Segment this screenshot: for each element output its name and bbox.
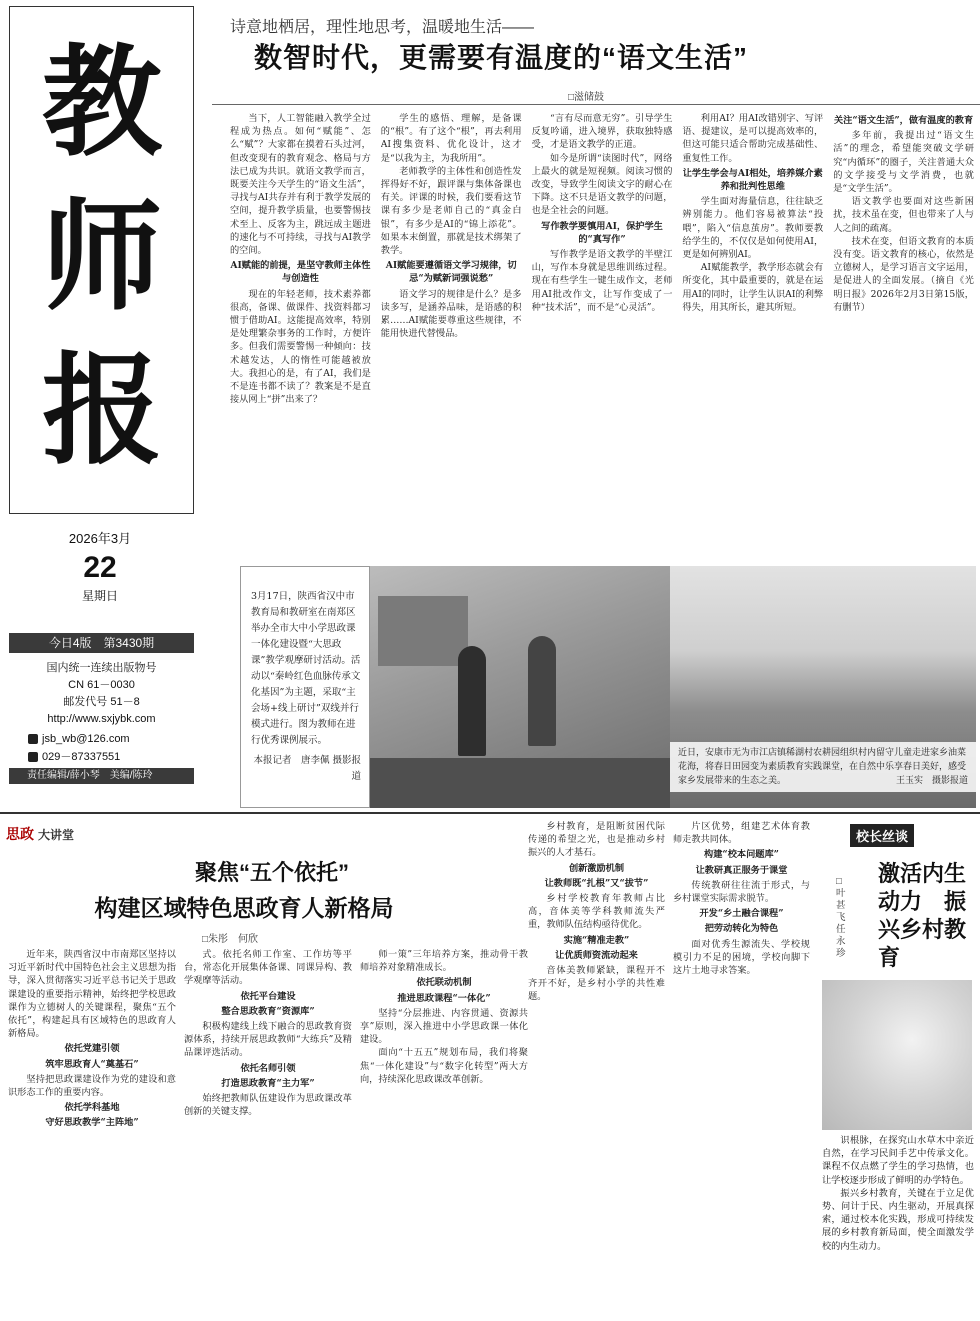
paragraph: 多年前，我提出过“语文生活”的理念，希望能突破文学研究“内循环”的圈子，关注普通大众的文学接受与文学消费，也就是“文学生活”。 <box>833 130 974 195</box>
publication-info <box>9 660 194 728</box>
article-headline-line1: 聚焦“五个依托” <box>194 860 349 885</box>
paragraph: 式。依托名师工作室、工作坊等平台，常态化开展集体备课、同课异构、教学观摩等活动。 <box>184 949 352 987</box>
masthead-title-char: 教 <box>42 32 162 173</box>
article-headline: 数智时代，更需要有温度的“语文生活” <box>254 42 749 73</box>
subheading: 打造思政教育“主力军” <box>221 1077 315 1089</box>
paragraph: 片区优势，组建艺术体育教师走教共同体。 <box>673 821 810 846</box>
article-columns-left <box>8 948 528 1318</box>
paragraph: 面向“十五五”规划布局，我们将聚焦“一体化建设”与“数字化转型”两大方向，持续深化思政课改革创新。 <box>360 1047 528 1085</box>
article-column <box>184 948 352 1318</box>
phone-icon <box>28 752 38 762</box>
subheading: 创新激励机制 <box>568 862 625 874</box>
paragraph: 音体美教师紧缺，课程开不齐开不好，是乡村小学的共性难题。 <box>528 965 665 1003</box>
paragraph: 师一策”三年培养方案，推动骨干教师培养对象精准成长。 <box>360 949 528 974</box>
info-line: 邮发代号 51－8 <box>63 696 140 708</box>
sidebar-article <box>818 816 980 1321</box>
section-tag <box>6 824 74 844</box>
section-tag-main: 思政 <box>6 826 34 842</box>
subheading: 开发“乡土融合课程” <box>699 908 784 920</box>
paragraph: 现在的年轻老师，技术素养都很高，备课、做课件、找资料都习惯于借助AI。这能提高效率，特别是处理繁杂事务的工作时，方便许多。但我们需要警惕一种倾向：技术越发达，人的惰性可能越被放大。我担心的是，有了AI，我们是不是连书都不读了？教案是不是直接从网上“拼”出来了？ <box>230 288 371 406</box>
photo-caption-right <box>670 742 976 792</box>
article-column <box>230 112 371 552</box>
paragraph: 面对优秀生源流失、学校规模引力不足的困境，学校向脚下这片土地寻求答案。 <box>673 938 810 977</box>
masthead-title-char: 师 <box>42 186 162 327</box>
subheading: 让教研真正服务于课堂 <box>695 864 788 876</box>
subheading: 实施“精准走教” <box>563 934 630 946</box>
masthead-title-box <box>9 6 194 514</box>
sidebar-illustration <box>822 980 972 1130</box>
subheading: 依托名师引领 <box>240 1062 296 1074</box>
paragraph: 语文学习的规律是什么？是多读多写，是涵养品味，是语感的积累……AI赋能要尊重这些规律，不能用快进代替慢品。 <box>380 288 522 340</box>
photo-board <box>378 596 468 666</box>
paragraph: 乡村学校教育年教师占比高，音体美等学科教师流失严重，教师队伍结构亟待优化。 <box>528 893 665 931</box>
subheading: 写作教学要慎用AI，保护学生的“真写作” <box>541 220 663 245</box>
photo-figure <box>458 646 486 756</box>
issue-date <box>0 528 200 604</box>
date-weekday: 星期日 <box>81 589 118 603</box>
subheading: AI赋能的前提，是坚守教师主体性与创造性 <box>230 260 371 285</box>
article-column <box>682 112 823 552</box>
subheading: 依托平台建设 <box>240 990 296 1002</box>
info-line: CN 61－0030 <box>68 679 135 691</box>
paragraph: 识根脉，在探究山水草木中亲近自然，在学习民间手艺中传承文化。课程不仅点燃了学生的学习热情，也让学校逐步形成了鲜明的办学特色。 <box>822 1135 974 1186</box>
phone-number: 029－87337551 <box>42 751 121 763</box>
subheading: 依托党建引领 <box>64 1043 120 1055</box>
divider <box>212 104 980 105</box>
date-day: 22 <box>83 551 117 584</box>
paragraph: “言有尽而意无穷”。引导学生反复吟诵，进入境界，获取独特感受，才是语文教学的正道。 <box>531 113 673 151</box>
paragraph: 振兴乡村教育，关键在于立足优势、问计于民、内生驱动，开展真探索，通过校本化实践，形成可持续发展的乡村教育新局面，使全面激发学校的内生动力。 <box>822 1187 974 1252</box>
sidebar-byline: □叶甚飞 任永珍 <box>836 876 856 959</box>
subheading: 构建“校本问题库” <box>704 849 779 861</box>
paragraph: 坚持“分层推进、内容贯通、资源共享”原则，深入推进中小学思政课一体化建设。 <box>360 1007 528 1046</box>
paragraph: 语文教学也要面对这些新困扰，技术虽在变，但也带来了人与人之间的疏离。 <box>833 196 974 234</box>
editor-credits: 责任编辑/薛小琴 美编/陈玲 <box>9 768 194 784</box>
photo-strip <box>240 566 976 808</box>
subheading: 把劳动转化为特色 <box>704 923 779 935</box>
masthead <box>0 0 200 812</box>
paragraph: 当下，人工智能融入教学全过程成为热点。如何“赋能”、怎么“赋”？大家都在摸着石头过河，但改变现有的教育观念、格局与方法已成为共识。就语文教学而言，既要关注今天学生的“语文生活”，寻找与AI共存并有利于教学发展的空间，提升教学质量，也要警惕技术至上、反客为主，跳远成主题进的速化与不可持续，寻找与AI教学的空间。 <box>230 113 371 257</box>
article-column <box>673 820 810 1320</box>
paragraph: 乡村教育，是阻断贫困代际传递的希望之光，也是推动乡村振兴的人才基石。 <box>528 821 665 859</box>
caption-credit: 王玉实 摄影报道 <box>895 776 968 786</box>
paragraph: 老师教学的主体性和创造性发挥得好不好，跟评课与集体备课也有关。评课的时候，我们要看这节课有多少是老师自己的“真金白银”，有多少是AI的“锦上添花”。如果本末倒置，那就是技术绑架了教学。 <box>380 165 522 257</box>
subheading: 筑牢思政育人“奠基石” <box>45 1058 139 1070</box>
paragraph: 积极构建线上线下融合的思政教育资源体系，持续开展思政教师“大练兵”及精品课评选活动。 <box>184 1021 352 1059</box>
subheading: 关注“语文生活”，做有温度的教育 <box>833 115 974 126</box>
website-link[interactable]: http://www.sxjybk.com <box>47 713 156 725</box>
subheading: 整合思政教育“资源库” <box>221 1005 315 1017</box>
subheading: 让学生学会与AI相处，培养媒介素养和批判性思维 <box>682 167 823 193</box>
paragraph: AI赋能教学，教学形态就会有所变化，其中最重要的，就是在运用AI的同时，让学生认识AI的利弊得失，用其所长，避其所短。 <box>682 262 824 313</box>
photo-figure <box>528 636 556 746</box>
paragraph: 写作教学是语文教学的半壁江山，写作本身就是思维训练过程。现在有些学生一键生成作文，老师用AI批改作文，让写作变成了一种“技术活”，而不是“心灵活”。 <box>531 249 673 313</box>
article-columns-right <box>528 820 810 1320</box>
subheading: AI赋能要遵循语文学习规律，切忌“为赋新词强说愁” <box>385 260 517 285</box>
contact-info <box>28 730 130 766</box>
sidebar-text <box>822 1134 974 1319</box>
date-year-month: 2026年3月 <box>68 531 132 546</box>
paragraph: 学生的感悟、理解，是备课的“根”。有了这个“根”，再去利用AI搜集资料、优化设计，这才是“以我为主，为我所用”。 <box>380 113 522 164</box>
paragraph: 学生面对海量信息，往往缺乏辨别能力。他们容易被算法“投喂”，陷入“信息茧房”。教师要教给学生的，不仅仅是如何使用AI，更是如何辨别AI。 <box>682 196 824 261</box>
article-column <box>833 112 974 552</box>
article-column <box>528 820 665 1320</box>
caption-credit: 本报记者 唐李佩 摄影报道 <box>253 755 361 782</box>
article-byline: □朱彤 何欣 <box>202 934 259 945</box>
article-headline-line2: 构建区域特色思政育人新格局 <box>94 895 394 921</box>
paragraph: 近年来，陕西省汉中市南郑区坚持以习近平新时代中国特色社会主义思想为指导，深入贯彻落实习近平总书记关于思政课建设的重要指示精神，始终把学校思政课作为立德树人的关键课程，聚焦“五个依托”，构建起具有区域特色的思政育人新格局。 <box>8 949 176 1040</box>
caption-text: 近日，安康市无为市江店镇稀湖村农耕园组织村内留守儿童走进家乡油菜花海，将春日田园变为素质教育实践课堂，在自然中乐享春日美好，感受家乡发展带来的生态之美。 <box>678 748 967 786</box>
subheading: 让教师既“扎根”又“拔节” <box>544 877 649 889</box>
subheading: 依托联动机制 <box>416 977 472 989</box>
email-address[interactable]: jsb_wb@126.com <box>42 733 130 745</box>
section-divider <box>0 812 980 814</box>
article-column <box>532 112 673 552</box>
masthead-title-char: 报 <box>42 340 162 481</box>
subheading: 守好思政教学“主阵地” <box>45 1117 139 1129</box>
paragraph: 如今是所谓“读图时代”，网络上最火的就是短视频。阅读习惯的改变，导致学生阅读文字的耐心在下降。这不只是语文教学的问题，也是全社会的问题。 <box>531 152 673 217</box>
sidebar-tag: 校长丝谈 <box>850 824 914 847</box>
subheading: 让优质师资流动起来 <box>555 949 638 961</box>
section-tag-sub: 大讲堂 <box>38 828 75 842</box>
paragraph: 坚持把思政课建设作为党的建设和意识形态工作的重要内容。 <box>8 1073 176 1099</box>
sidebar-headline: 激活内生动力 振兴乡村教育 <box>878 861 967 970</box>
email-icon <box>28 734 38 744</box>
article-columns <box>230 112 974 552</box>
paragraph: 传统教研往往流于形式，与乡村课堂实际需求脱节。 <box>673 879 810 905</box>
article-column <box>360 948 528 1318</box>
classroom-photo <box>358 566 670 808</box>
info-line: 国内统一连续出版物号 <box>46 662 157 674</box>
caption-text: 3月17日，陕西省汉中市教育局和教研室在南郑区举办全市大中小学思政课一体化建设暨“大思政课”教学观摩研讨活动。活动以“秦岭红色血脉传承文化基因”为主题，采取“主会场+线上研讨”双线并行模式进行。图为教师在进行优秀课例展示。 <box>251 591 361 746</box>
subheading: 推进思政课程“一体化” <box>397 992 491 1004</box>
photo-caption-left <box>240 566 370 808</box>
bottom-article <box>0 816 810 1321</box>
paragraph: 技术在变，但语文教育的本质没有变。语文教育的核心，依然是立德树人，是学习语言文字运用，是促进人的全面发展。（摘自《光明日报》2026年2月3日第15版，有删节） <box>833 235 974 313</box>
top-article <box>212 0 980 560</box>
article-column <box>8 948 176 1318</box>
paragraph: 利用AI？用AI改错别字、写评语、提建议，是可以提高效率的，但这可能只适合帮助完成基础性、重复性工作。 <box>682 113 824 164</box>
article-column <box>381 112 522 552</box>
subheading: 依托学科基地 <box>64 1102 120 1114</box>
article-kicker: 诗意地栖居，理性地思考，温暖地生活—— <box>230 19 535 36</box>
article-byline: □滋储鼓 <box>568 92 605 103</box>
photo-desk <box>358 758 670 808</box>
paragraph: 始终把教师队伍建设作为思政课改革创新的关键支撑。 <box>184 1093 352 1118</box>
issue-number: 今日4版 第3430期 <box>9 633 194 653</box>
